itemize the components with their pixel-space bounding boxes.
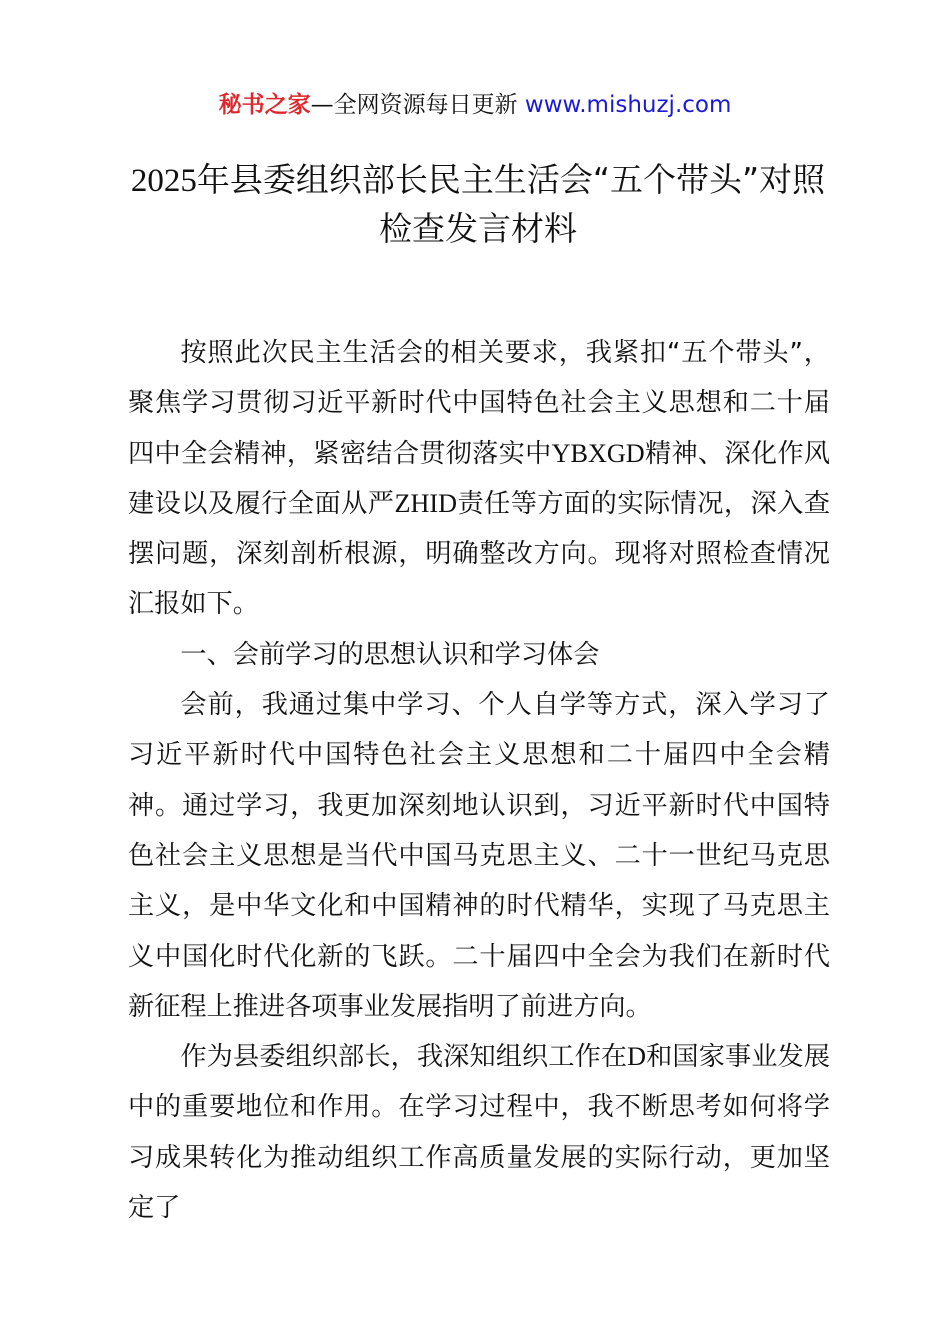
paragraph-role (128, 1032, 830, 1233)
document-title (128, 156, 828, 253)
text-run: 作为县委组织部长，我深知组织工作在 (180, 1042, 628, 1073)
text-run: 责任等方面的实际情况，深入查摆问题，深刻剖析根源，明确整改方向。现将对照检查情况汇报如下。 (128, 488, 831, 620)
latin-run: D (627, 1042, 647, 1072)
paragraph-intro (128, 328, 830, 630)
text-run: 和国家事业发展中的重要地位和作用。在学习过程中，我不断思考如何将学习成果转化为推动组织工作高质量发展的实际行动，更加坚定了 (128, 1042, 831, 1224)
site-header (0, 88, 950, 122)
section-heading: 一、会前学习的思想认识和学习体会 (180, 639, 600, 670)
text-run: 按照此次民主生活会的相关要求，我紧扣“五个带头”，聚焦学习贯彻习近平新时代中国特色社会主义思想和二十届四中全会精神，紧密结合贯彻落实中 (128, 338, 830, 469)
site-tagline: —全网资源每日更新 (310, 92, 518, 118)
title-year: 2025 (130, 163, 197, 199)
site-url-link[interactable]: www.mishuzj.com (524, 92, 732, 118)
paragraph-study: 会前，我通过集中学习、个人自学等方式，深入学习了习近平新时代中国特色社会主义思想和二十届四中全会精神。通过学习，我更加深刻地认识到，习近平新时代中国特色社会主义思想是当代中国马克思主义、二十一世纪马克思主义，是中华文化和中国精神的时代精华，实现了马克思主义中国化时代化新的飞跃。二十届四中全会为我们在新时代新征程上推进各项事业发展指明了前进方向。 (128, 690, 830, 1022)
latin-run: ZHID (394, 488, 457, 518)
text-run: 精神、深化作风建设以及履行全面从严 (128, 438, 831, 519)
site-brand: 秘书之家 (218, 92, 311, 118)
latin-run: YBXGD (551, 438, 645, 468)
title-text: 年县委组织部长民主生活会“五个带头”对照检查发言材料 (196, 160, 826, 248)
document-body (128, 328, 830, 1233)
